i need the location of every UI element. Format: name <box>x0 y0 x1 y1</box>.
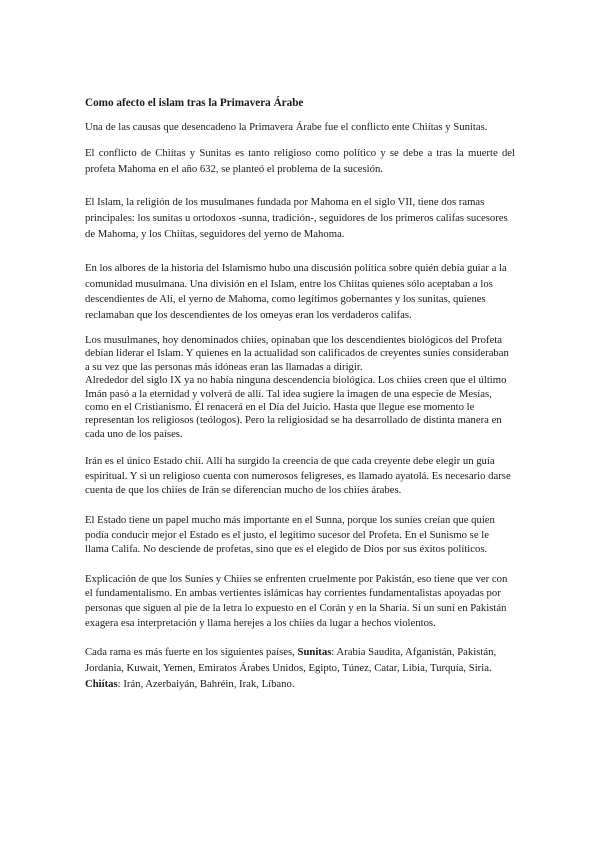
chiitas-list: : Irán, Azerbaiyán, Bahréin, Irak, Líbano. <box>117 677 295 690</box>
paragraph-3: El Islam, la religión de los musulmanes fundada por Mahoma en el siglo VII, tiene dos ramas principales: los sunitas u ortodoxos -sunna, tradición-, seguidores de los primeros califas sucesores de Mahoma, y los Chiítas, seguidores del yerno de Mahoma. <box>85 196 508 240</box>
sunitas-list: : Arabia Saudita, Afganistán, Pakistán, Jordania, Kuwait, Yemen, Emiratos Árabes Unidos, Egipto, Túnez, Catar, Libia, Turquía, Siria. <box>85 646 497 674</box>
paragraph-9: Explicación de que los Suníes y Chiíes se enfrenten cruelmente por Pakistán, eso tiene que ver con el fundamentalismo. En ambas vertientes islámicas hay corrientes fundamentalistas apoyadas por personas que siguen al pie de la letra lo expuesto en el Corán y en la Sharia. Si un suní en Pakistán exagera esa interpretación y llama herejes a los chiíes da lugar a hechos violentos. <box>85 572 508 629</box>
paragraph-2: El conflicto de Chiítas y Sunitas es tanto religioso como político y se debe a tras la muerte del profeta Mahoma en el año 632, se planteó el problema de la sucesión. <box>85 146 515 175</box>
document-title: Como afecto el islam tras la Primavera Árabe <box>85 97 304 109</box>
paragraph-5: Los musulmanes, hoy denominados chiíes, opinaban que los descendientes biológicos del Profeta debían liderar el Islam. Y quienes en la actualidad son calificados de creyentes suníes consideraban a su vez que las personas más idóneas eran las llamadas a dirigir. <box>85 333 509 373</box>
paragraph-10 <box>85 645 515 692</box>
paragraph-4: En los albores de la historia del Islamismo hubo una discusión política sobre quién debía guiar a la comunidad musulmana. Una división en el Islam, entre los Chiítas quienes sólo aceptaban a los descendientes de Alí, el yerno de Mahoma, como legítimos gobernantes y los sunitas, quienes reclamaban que los descendientes de los omeyas eran los verdaderos califas. <box>85 261 507 322</box>
paragraph-6: Alrededor del siglo IX ya no había ninguna descendencia biológica. Los chiíes creen que el último Imán pasó a la eternidad y volverá de allí. Tal idea sugiere la imagen de una especie de Mesías, como en el Cristianismo. Él renacerá en el Día del Juicio. Hasta que llegue ese momento le representan los religiosos (teólogos). Pero la religiosidad se ha desarrollado de distinta manera en cada uno de los países. <box>85 374 507 440</box>
paragraph-8: El Estado tiene un papel mucho más importante en el Sunna, porque los suníes creían que quien podía conducir mejor el Estado es el justo, el legítimo sucesor del Profeta. En el Sunismo se le llama Califa. No desciende de profetas, sino que es el elegido de Dios por sus éxitos políticos. <box>85 514 495 556</box>
chiitas-label: Chiítas <box>85 677 118 690</box>
document-page <box>85 96 515 693</box>
sunitas-label: Sunitas <box>297 646 332 659</box>
paragraph-1: Una de las causas que desencadeno la Primavera Árabe fue el conflicto ente Chiítas y Sunitas. <box>85 121 488 133</box>
paragraph-10-intro: Cada rama es más fuerte en los siguientes países, <box>85 646 298 659</box>
paragraph-7: Irán es el único Estado chií. Allí ha surgido la creencia de que cada creyente debe elegir un guía espiritual. Y si un religioso cuenta con numerosos feligreses, es llamado ayatolá. Es necesario darse cuenta de que los chiíes de Irán se diferencian mucho de los chiíes árabes. <box>85 455 511 497</box>
